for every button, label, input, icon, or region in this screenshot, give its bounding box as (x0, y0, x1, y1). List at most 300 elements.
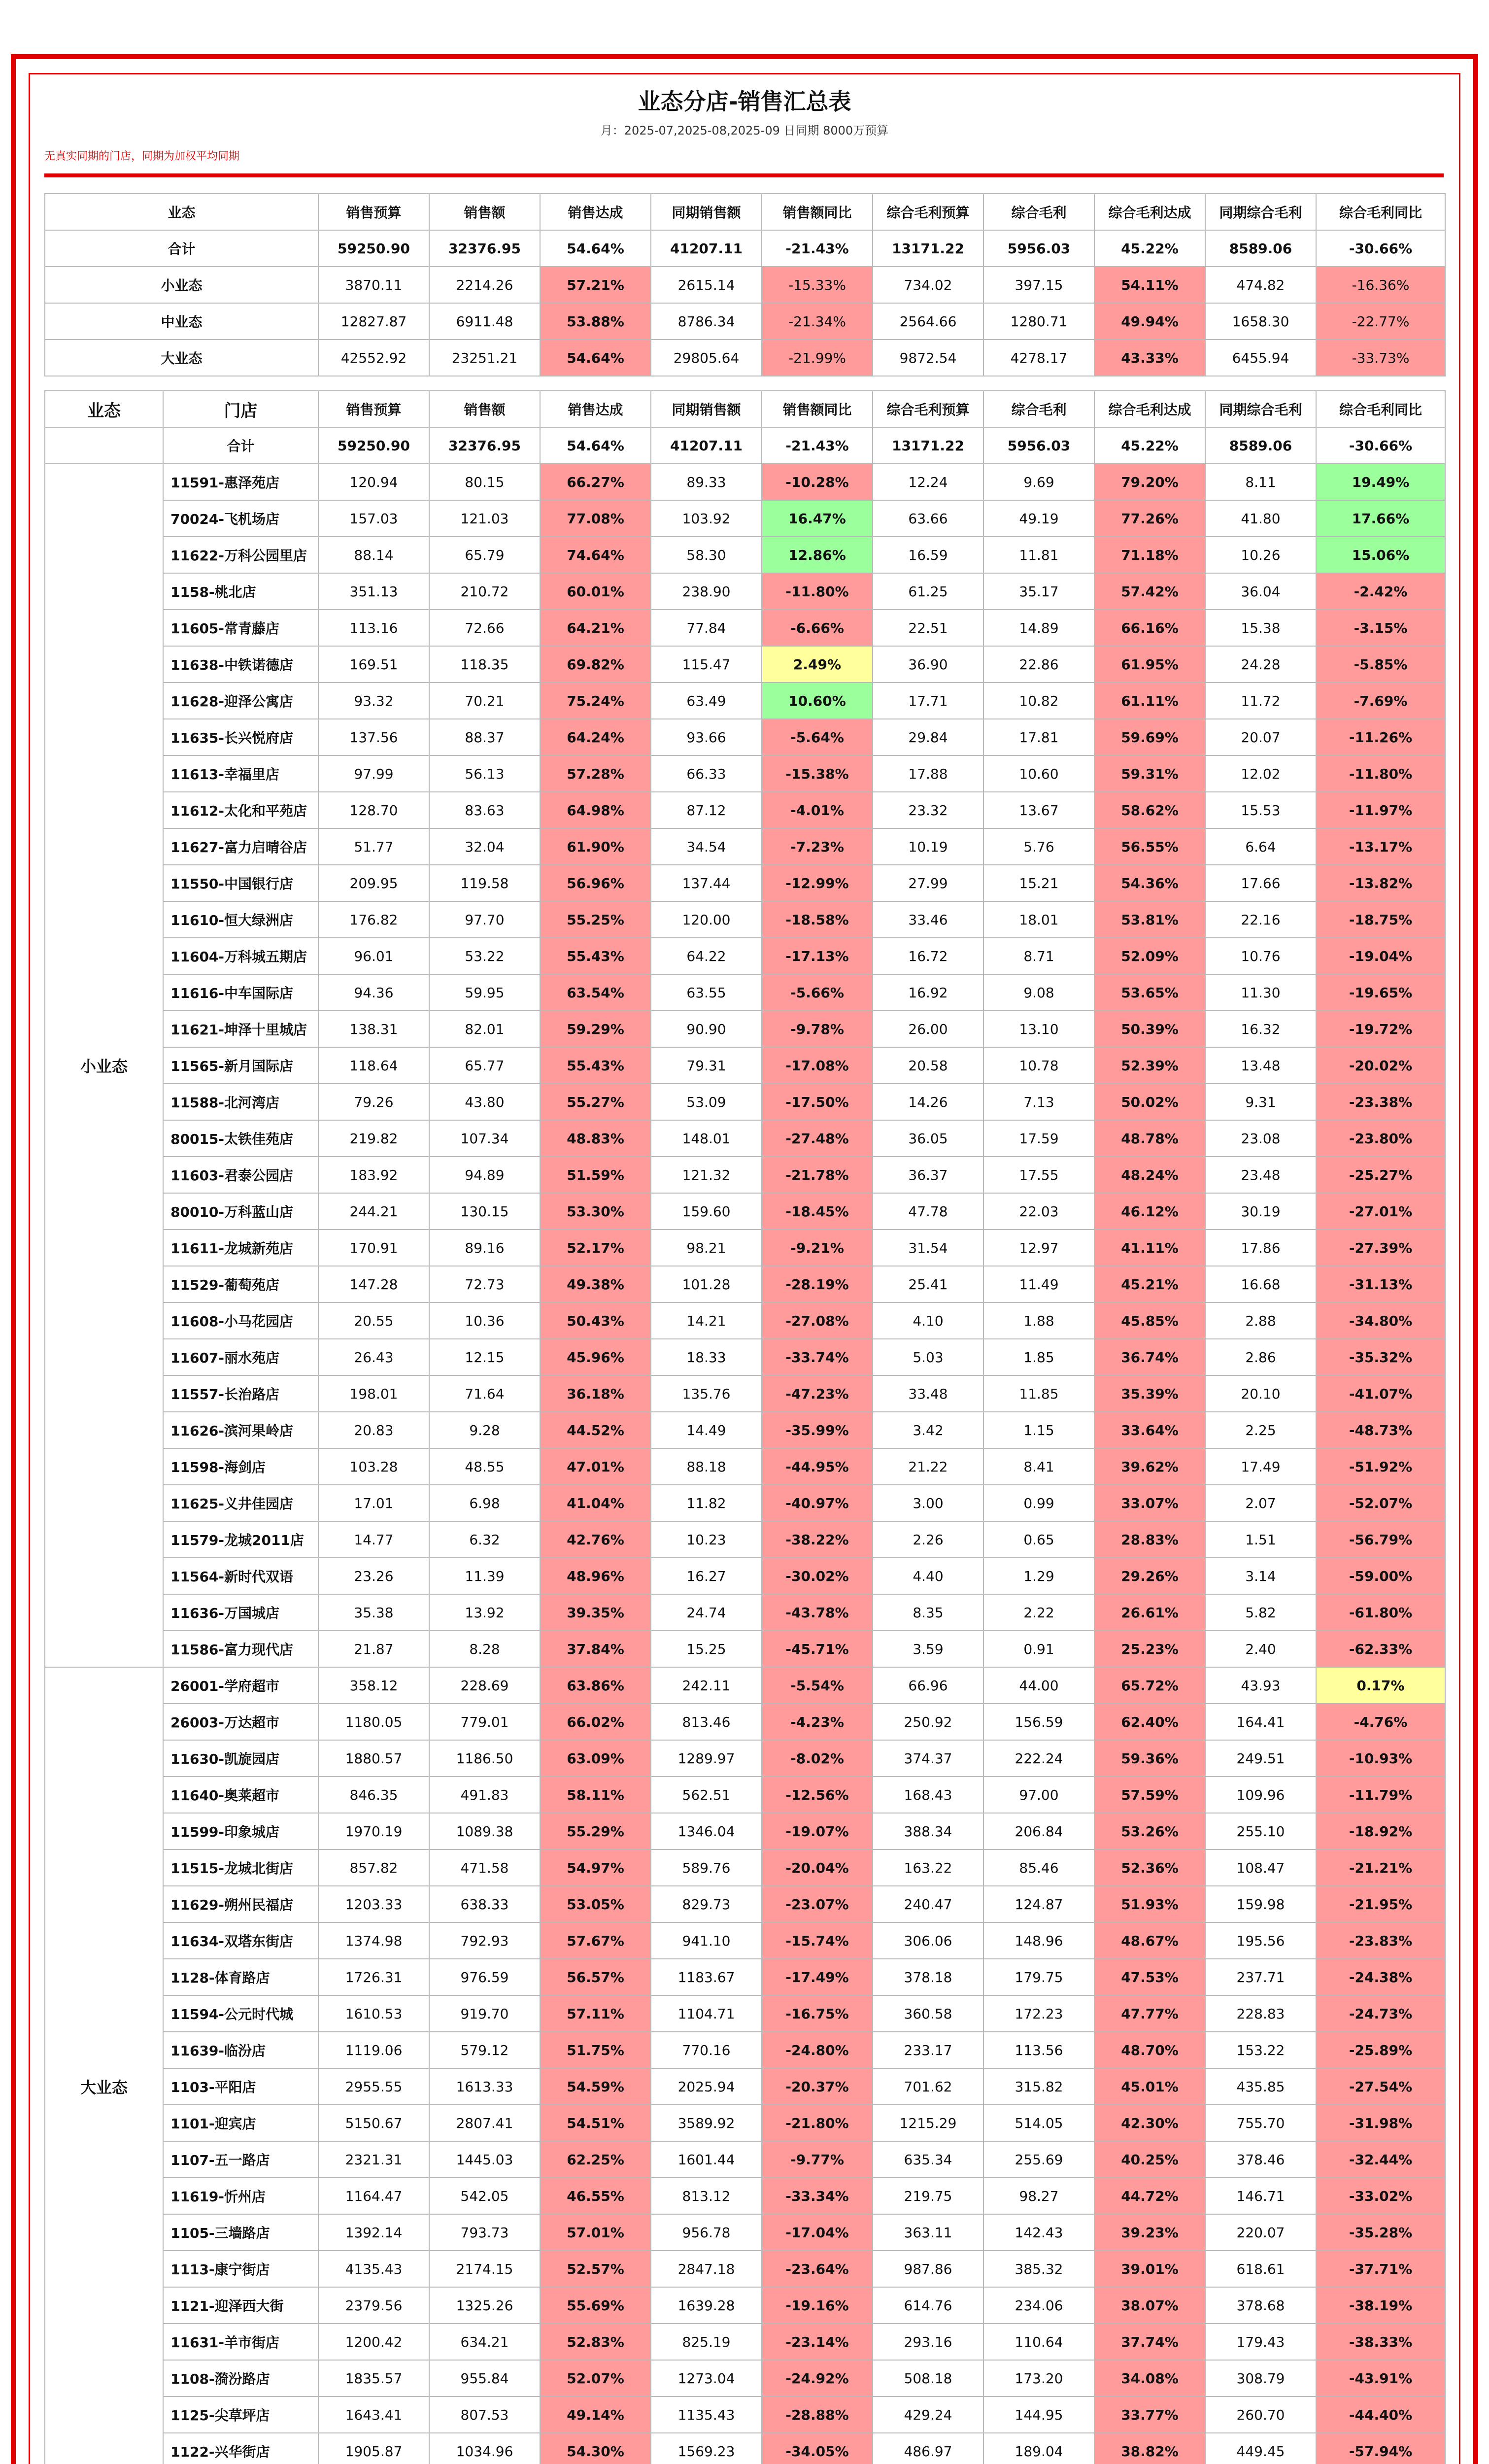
total-cell: 45.22% (1094, 427, 1205, 464)
store-name: 11550-中国银行店 (163, 865, 318, 901)
data-cell: 93.66 (651, 719, 762, 755)
store-name: 1101-迎宾店 (163, 2105, 318, 2141)
data-cell: 53.05% (540, 1886, 651, 1922)
data-cell: 12.15 (429, 1339, 540, 1375)
data-cell: -16.75% (762, 1995, 873, 2032)
data-cell: 1610.53 (318, 1995, 429, 2032)
store-name: 11612-太化和平苑店 (163, 792, 318, 828)
data-cell: 635.34 (873, 2141, 983, 2178)
table-row (45, 938, 1445, 974)
data-cell: 71.18% (1094, 537, 1205, 573)
store-name: 11564-新时代双语 (163, 1558, 318, 1594)
data-cell: 219.82 (318, 1120, 429, 1157)
data-cell: -4.01% (762, 792, 873, 828)
data-cell: 63.55 (651, 974, 762, 1011)
data-cell: 128.70 (318, 792, 429, 828)
data-cell: 14.21 (651, 1302, 762, 1339)
data-cell: 17.88 (873, 755, 983, 792)
data-cell: 118.64 (318, 1047, 429, 1084)
data-cell: 93.32 (318, 683, 429, 719)
data-cell: 159.60 (651, 1193, 762, 1230)
data-cell: -38.22% (762, 1521, 873, 1558)
detail-header-cell: 综合毛利预算 (873, 391, 983, 427)
store-name: 1128-体育路店 (163, 1959, 318, 1995)
data-cell: 10.19 (873, 828, 983, 865)
data-cell: 109.96 (1205, 1777, 1316, 1813)
table-row (45, 1302, 1445, 1339)
total-cell: 合计 (163, 427, 318, 464)
summary-header-cell: 同期综合毛利 (1205, 194, 1316, 230)
data-cell: 50.43% (540, 1302, 651, 1339)
data-cell: 35.39% (1094, 1375, 1205, 1412)
data-cell: 148.01 (651, 1120, 762, 1157)
table-row (45, 1047, 1445, 1084)
store-name: 11640-奥莱超市 (163, 1777, 318, 1813)
data-cell: 90.90 (651, 1011, 762, 1047)
data-cell: -10.93% (1316, 1740, 1445, 1777)
data-cell: 77.26% (1094, 500, 1205, 537)
data-cell: -15.74% (762, 1922, 873, 1959)
data-cell: 53.22 (429, 938, 540, 974)
data-cell: 429.24 (873, 2396, 983, 2433)
summary-cell: 23251.21 (429, 340, 540, 376)
store-name: 11613-幸福里店 (163, 755, 318, 792)
data-cell: 2.86 (1205, 1339, 1316, 1375)
data-cell: -40.97% (762, 1485, 873, 1521)
data-cell: 45.01% (1094, 2068, 1205, 2105)
data-cell: 51.93% (1094, 1886, 1205, 1922)
data-cell: -19.65% (1316, 974, 1445, 1011)
data-cell: 98.27 (983, 2178, 1094, 2214)
detail-header-cell: 门店 (163, 391, 318, 427)
data-cell: -45.71% (762, 1631, 873, 1667)
data-cell: 11.81 (983, 537, 1094, 573)
table-row (45, 2105, 1445, 2141)
data-cell: 17.66% (1316, 500, 1445, 537)
data-cell: 82.01 (429, 1011, 540, 1047)
total-cell: -30.66% (1316, 427, 1445, 464)
data-cell: -17.49% (762, 1959, 873, 1995)
data-cell: -33.74% (762, 1339, 873, 1375)
data-cell: 72.73 (429, 1266, 540, 1302)
data-cell: 1089.38 (429, 1813, 540, 1849)
data-cell: 138.31 (318, 1011, 429, 1047)
store-name: 11557-长治路店 (163, 1375, 318, 1412)
data-cell: 22.86 (983, 646, 1094, 683)
data-cell: 385.32 (983, 2251, 1094, 2287)
summary-table (44, 193, 1446, 376)
table-row (45, 2433, 1445, 2464)
summary-cell: 45.22% (1094, 230, 1205, 267)
store-name: 11622-万科公园里店 (163, 537, 318, 573)
data-cell: 514.05 (983, 2105, 1094, 2141)
summary-cell: -33.73% (1316, 340, 1445, 376)
data-cell: 97.00 (983, 1777, 1094, 1813)
data-cell: 88.14 (318, 537, 429, 573)
total-cell: 5956.03 (983, 427, 1094, 464)
data-cell: -47.23% (762, 1375, 873, 1412)
data-cell: 242.11 (651, 1667, 762, 1704)
total-cell: 13171.22 (873, 427, 983, 464)
summary-cell: 1658.30 (1205, 303, 1316, 340)
store-name: 11515-龙城北街店 (163, 1849, 318, 1886)
data-cell: 6.98 (429, 1485, 540, 1521)
data-cell: 14.77 (318, 1521, 429, 1558)
summary-cell: 59250.90 (318, 230, 429, 267)
data-cell: -4.76% (1316, 1704, 1445, 1740)
store-name: 11588-北河湾店 (163, 1084, 318, 1120)
data-cell: 562.51 (651, 1777, 762, 1813)
data-cell: 701.62 (873, 2068, 983, 2105)
data-cell: 94.36 (318, 974, 429, 1011)
data-cell: 770.16 (651, 2032, 762, 2068)
data-cell: 179.75 (983, 1959, 1094, 1995)
data-cell: 64.22 (651, 938, 762, 974)
summary-cell: 合计 (45, 230, 318, 267)
data-cell: 176.82 (318, 901, 429, 938)
data-cell: 18.33 (651, 1339, 762, 1375)
data-cell: 0.99 (983, 1485, 1094, 1521)
table-row (45, 2324, 1445, 2360)
data-cell: -35.28% (1316, 2214, 1445, 2251)
data-cell: 46.12% (1094, 1193, 1205, 1230)
summary-row (45, 340, 1445, 376)
data-cell: 56.96% (540, 865, 651, 901)
data-cell: 10.26 (1205, 537, 1316, 573)
data-cell: 31.54 (873, 1230, 983, 1266)
data-cell: 10.76 (1205, 938, 1316, 974)
data-cell: 53.65% (1094, 974, 1205, 1011)
data-cell: -20.37% (762, 2068, 873, 2105)
data-cell: 59.95 (429, 974, 540, 1011)
data-cell: 72.66 (429, 610, 540, 646)
data-cell: -11.26% (1316, 719, 1445, 755)
data-cell: -27.48% (762, 1120, 873, 1157)
data-cell: 61.90% (540, 828, 651, 865)
divider-line (44, 173, 1444, 177)
data-cell: 79.20% (1094, 464, 1205, 500)
total-cell: 54.64% (540, 427, 651, 464)
table-row (45, 1667, 1445, 1704)
data-cell: 53.26% (1094, 1813, 1205, 1849)
data-cell: 146.71 (1205, 2178, 1316, 2214)
store-name: 11529-葡萄苑店 (163, 1266, 318, 1302)
data-cell: 15.21 (983, 865, 1094, 901)
data-cell: 118.35 (429, 646, 540, 683)
summary-header-cell: 销售预算 (318, 194, 429, 230)
store-name: 11608-小马花园店 (163, 1302, 318, 1339)
data-cell: -44.40% (1316, 2396, 1445, 2433)
table-row (45, 2178, 1445, 2214)
data-cell: 71.64 (429, 1375, 540, 1412)
data-cell: 59.31% (1094, 755, 1205, 792)
data-cell: 813.12 (651, 2178, 762, 2214)
data-cell: 17.71 (873, 683, 983, 719)
data-cell: 13.92 (429, 1594, 540, 1631)
data-cell: -28.88% (762, 2396, 873, 2433)
data-cell: 589.76 (651, 1849, 762, 1886)
data-cell: -17.04% (762, 2214, 873, 2251)
data-cell: 50.39% (1094, 1011, 1205, 1047)
store-name: 11605-常青藤店 (163, 610, 318, 646)
data-cell: -11.79% (1316, 1777, 1445, 1813)
data-cell: 14.89 (983, 610, 1094, 646)
summary-cell: 6455.94 (1205, 340, 1316, 376)
table-row (45, 719, 1445, 755)
data-cell: 52.57% (540, 2251, 651, 2287)
data-cell: 59.69% (1094, 719, 1205, 755)
data-cell: -21.80% (762, 2105, 873, 2141)
data-cell: 41.04% (540, 1485, 651, 1521)
detail-header-cell: 综合毛利同比 (1316, 391, 1445, 427)
data-cell: -62.33% (1316, 1631, 1445, 1667)
data-cell: 9.31 (1205, 1084, 1316, 1120)
data-cell: 173.20 (983, 2360, 1094, 2396)
summary-cell: 8589.06 (1205, 230, 1316, 267)
data-cell: 228.69 (429, 1667, 540, 1704)
data-cell: 4.40 (873, 1558, 983, 1594)
summary-cell: 734.02 (873, 267, 983, 303)
data-cell: -11.97% (1316, 792, 1445, 828)
data-cell: 58.62% (1094, 792, 1205, 828)
data-cell: 3.00 (873, 1485, 983, 1521)
data-cell: -23.80% (1316, 1120, 1445, 1157)
data-cell: -19.16% (762, 2287, 873, 2324)
data-cell: 44.72% (1094, 2178, 1205, 2214)
store-name: 80010-万科蓝山店 (163, 1193, 318, 1230)
data-cell: 9.28 (429, 1412, 540, 1448)
store-name: 11599-印象城店 (163, 1813, 318, 1849)
data-cell: 62.25% (540, 2141, 651, 2178)
data-cell: 634.21 (429, 2324, 540, 2360)
data-cell: 1970.19 (318, 1813, 429, 1849)
data-cell: 148.96 (983, 1922, 1094, 1959)
data-cell: -35.99% (762, 1412, 873, 1448)
store-name: 11626-滨河果岭店 (163, 1412, 318, 1448)
table-row (45, 573, 1445, 610)
data-cell: 25.23% (1094, 1631, 1205, 1667)
data-cell: 64.21% (540, 610, 651, 646)
data-cell: 48.55 (429, 1448, 540, 1485)
data-cell: 1639.28 (651, 2287, 762, 2324)
table-row (45, 1886, 1445, 1922)
data-cell: 63.09% (540, 1740, 651, 1777)
store-name: 11616-中车国际店 (163, 974, 318, 1011)
data-cell: 233.17 (873, 2032, 983, 2068)
data-cell: 15.38 (1205, 610, 1316, 646)
data-cell: 65.72% (1094, 1667, 1205, 1704)
data-cell: 351.13 (318, 573, 429, 610)
data-cell: 1203.33 (318, 1886, 429, 1922)
data-cell: 12.02 (1205, 755, 1316, 792)
summary-cell: -21.34% (762, 303, 873, 340)
data-cell: -20.04% (762, 1849, 873, 1886)
data-cell: 77.84 (651, 610, 762, 646)
data-cell: -17.13% (762, 938, 873, 974)
detail-header-cell: 同期销售额 (651, 391, 762, 427)
data-cell: -59.00% (1316, 1558, 1445, 1594)
data-cell: 793.73 (429, 2214, 540, 2251)
data-cell: -18.58% (762, 901, 873, 938)
data-cell: 27.99 (873, 865, 983, 901)
table-row (45, 1011, 1445, 1047)
store-name: 1103-平阳店 (163, 2068, 318, 2105)
data-cell: 1.51 (1205, 1521, 1316, 1558)
data-cell: -25.89% (1316, 2032, 1445, 2068)
data-cell: 244.21 (318, 1193, 429, 1230)
data-cell: 57.11% (540, 1995, 651, 2032)
data-cell: 56.55% (1094, 828, 1205, 865)
data-cell: 34.54 (651, 828, 762, 865)
table-row (45, 1157, 1445, 1193)
data-cell: 846.35 (318, 1777, 429, 1813)
data-cell: -28.19% (762, 1266, 873, 1302)
data-cell: 10.82 (983, 683, 1094, 719)
data-cell: 41.80 (1205, 500, 1316, 537)
table-row (45, 1193, 1445, 1230)
data-cell: 17.55 (983, 1157, 1094, 1193)
data-cell: 21.22 (873, 1448, 983, 1485)
table-row (45, 1120, 1445, 1157)
data-cell: 137.44 (651, 865, 762, 901)
summary-cell: 2564.66 (873, 303, 983, 340)
data-cell: 8.28 (429, 1631, 540, 1667)
store-name: 1105-三墙路店 (163, 2214, 318, 2251)
table-row (45, 2396, 1445, 2433)
data-cell: 1346.04 (651, 1813, 762, 1849)
data-cell: 17.01 (318, 1485, 429, 1521)
summary-cell: 397.15 (983, 267, 1094, 303)
table-row (45, 2360, 1445, 2396)
data-cell: 33.48 (873, 1375, 983, 1412)
data-cell: 49.19 (983, 500, 1094, 537)
summary-cell: 3870.11 (318, 267, 429, 303)
detail-header-cell: 销售预算 (318, 391, 429, 427)
data-cell: 20.55 (318, 1302, 429, 1339)
data-cell: -13.82% (1316, 865, 1445, 901)
table-row (45, 1412, 1445, 1448)
data-cell: 813.46 (651, 1704, 762, 1740)
data-cell: 51.77 (318, 828, 429, 865)
data-cell: 306.06 (873, 1922, 983, 1959)
detail-header-cell: 综合毛利达成 (1094, 391, 1205, 427)
summary-header-cell: 综合毛利同比 (1316, 194, 1445, 230)
summary-header-cell: 销售达成 (540, 194, 651, 230)
store-name: 1107-五一路店 (163, 2141, 318, 2178)
data-cell: 66.02% (540, 1704, 651, 1740)
store-name: 11607-丽水苑店 (163, 1339, 318, 1375)
data-cell: 2.88 (1205, 1302, 1316, 1339)
data-cell: 48.67% (1094, 1922, 1205, 1959)
data-cell: 614.76 (873, 2287, 983, 2324)
data-cell: 47.01% (540, 1448, 651, 1485)
data-cell: 113.16 (318, 610, 429, 646)
summary-header-cell: 同期销售额 (651, 194, 762, 230)
data-cell: 255.69 (983, 2141, 1094, 2178)
data-cell: 11.82 (651, 1485, 762, 1521)
data-cell: 240.47 (873, 1886, 983, 1922)
data-cell: 16.72 (873, 938, 983, 974)
data-cell: 8.41 (983, 1448, 1094, 1485)
data-cell: -11.80% (1316, 755, 1445, 792)
summary-cell: 32376.95 (429, 230, 540, 267)
data-cell: 172.23 (983, 1995, 1094, 2032)
data-cell: 89.33 (651, 464, 762, 500)
data-cell: 10.60 (983, 755, 1094, 792)
table-row (45, 1849, 1445, 1886)
summary-cell: 2615.14 (651, 267, 762, 303)
data-cell: 198.01 (318, 1375, 429, 1412)
data-cell: 89.16 (429, 1230, 540, 1266)
data-cell: 19.49% (1316, 464, 1445, 500)
data-cell: 66.33 (651, 755, 762, 792)
data-cell: 8.71 (983, 938, 1094, 974)
data-cell: 61.95% (1094, 646, 1205, 683)
data-cell: 1.85 (983, 1339, 1094, 1375)
summary-cell: 49.94% (1094, 303, 1205, 340)
data-cell: -5.54% (762, 1667, 873, 1704)
data-cell: 1186.50 (429, 1740, 540, 1777)
data-cell: 37.84% (540, 1631, 651, 1667)
data-cell: 45.96% (540, 1339, 651, 1375)
data-cell: 16.59 (873, 537, 983, 573)
summary-cell: 41207.11 (651, 230, 762, 267)
data-cell: 33.46 (873, 901, 983, 938)
data-cell: -9.21% (762, 1230, 873, 1266)
data-cell: 64.24% (540, 719, 651, 755)
data-cell: 0.17% (1316, 1667, 1445, 1704)
data-cell: 3.42 (873, 1412, 983, 1448)
detail-header-cell: 业态 (45, 391, 163, 427)
summary-cell: 6911.48 (429, 303, 540, 340)
table-row (45, 792, 1445, 828)
table-row (45, 1740, 1445, 1777)
table-row (45, 1813, 1445, 1849)
data-cell: 3589.92 (651, 2105, 762, 2141)
data-cell: 55.27% (540, 1084, 651, 1120)
data-cell: 163.22 (873, 1849, 983, 1886)
store-name: 11591-惠泽苑店 (163, 464, 318, 500)
data-cell: -34.80% (1316, 1302, 1445, 1339)
data-cell: 249.51 (1205, 1740, 1316, 1777)
data-cell: 1289.97 (651, 1740, 762, 1777)
data-cell: 4135.43 (318, 2251, 429, 2287)
data-cell: 66.27% (540, 464, 651, 500)
data-cell: -25.27% (1316, 1157, 1445, 1193)
data-cell: -21.78% (762, 1157, 873, 1193)
data-cell: -21.21% (1316, 1849, 1445, 1886)
data-cell: 388.34 (873, 1813, 983, 1849)
table-row (45, 1521, 1445, 1558)
data-cell: 26.00 (873, 1011, 983, 1047)
data-cell: 358.12 (318, 1667, 429, 1704)
data-cell: 57.01% (540, 2214, 651, 2251)
store-name: 26003-万达超市 (163, 1704, 318, 1740)
data-cell: 83.63 (429, 792, 540, 828)
data-cell: 142.43 (983, 2214, 1094, 2251)
data-cell: 52.83% (540, 2324, 651, 2360)
table-row (45, 1995, 1445, 2032)
data-cell: -35.32% (1316, 1339, 1445, 1375)
data-cell: 17.59 (983, 1120, 1094, 1157)
data-cell: 1569.23 (651, 2433, 762, 2464)
data-cell: 57.28% (540, 755, 651, 792)
summary-row (45, 303, 1445, 340)
data-cell: 45.21% (1094, 1266, 1205, 1302)
data-cell: 2.49% (762, 646, 873, 683)
summary-cell: 53.88% (540, 303, 651, 340)
data-cell: 48.24% (1094, 1157, 1205, 1193)
